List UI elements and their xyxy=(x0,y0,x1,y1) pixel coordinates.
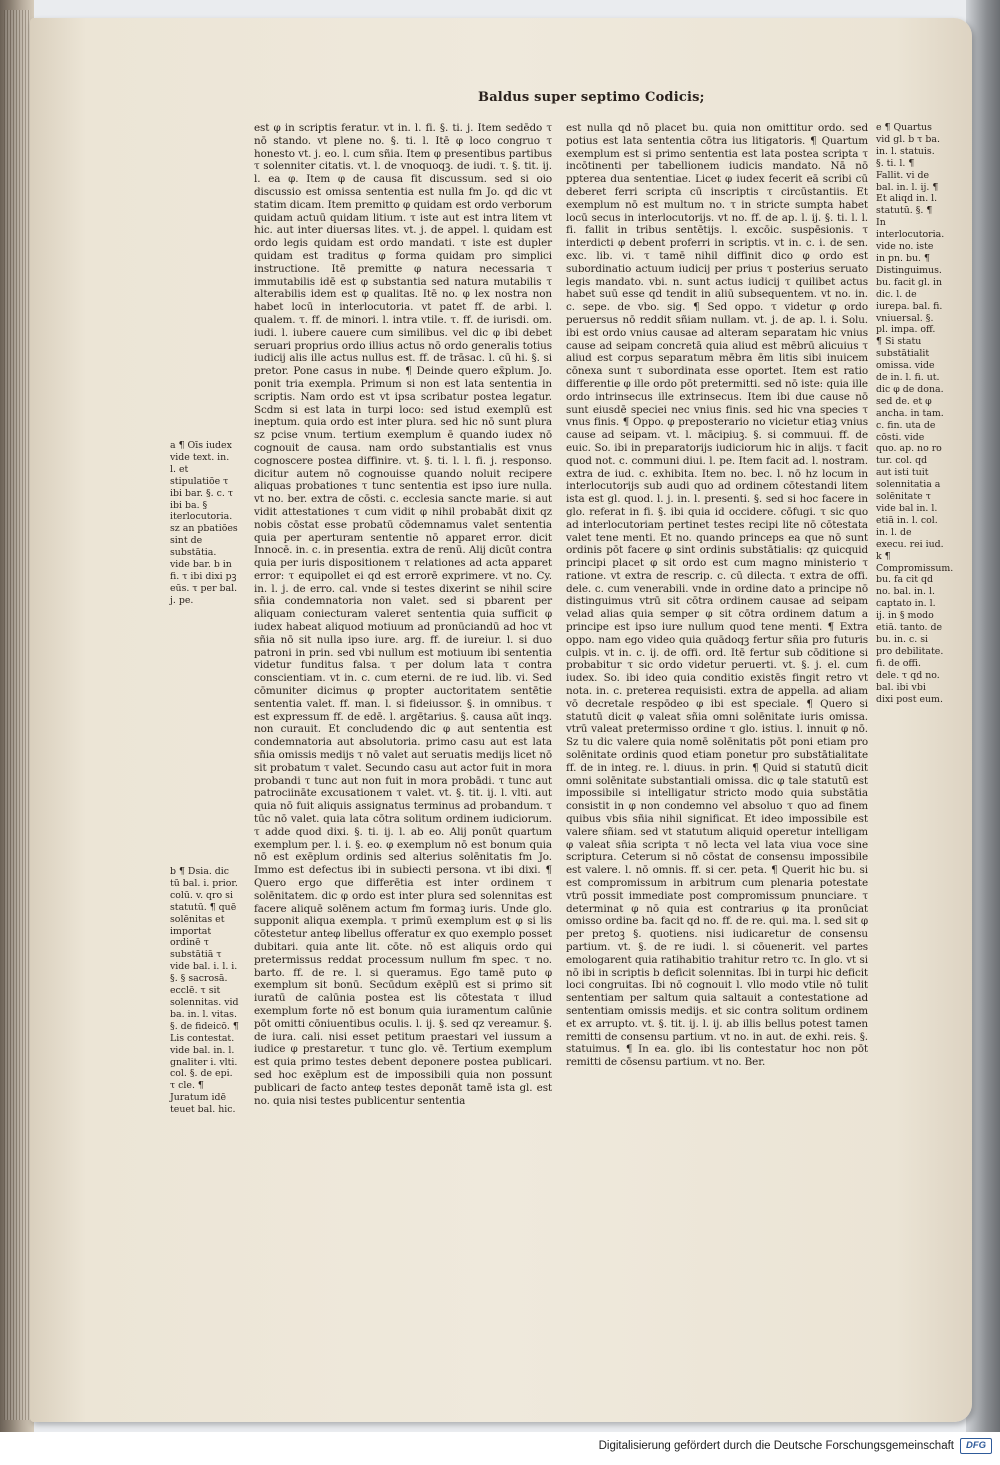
marginal-gloss-left-upper: a ¶ Oīs iudex vide text. in. l. et stipulatiōe τ ibi bar. §. c. τ ibi ba. § iterlocutoria. sz an pbatiōes sint de substātia. vide bar. b in fi. τ ibi dixi pꝫ eūs. τ per bal. j. pe. xyxy=(170,440,238,606)
page-edge-stripes xyxy=(4,10,30,1420)
text-column-left: est φ in scriptis feratur. vt in. l. fi. §. ti. j. Item sedēdo τ nō stando. vt plene no. §. ti. l. Itē φ loco congruo τ honesto vt. j. eo. l. cum sñia. Item φ presentibus partibus τ solenniter citatis. vt. l. de vnoquoqꝫ. de iudi. τ. §. tit. ij. l. ea φ. Item φ de causa fit discussum. sed si oio discussio est omissa sententia est nulla fm Jo. qd dic vt statim dicam. Item premitto φ quidam est ordo verborum quidam actuū quidam litium. τ iste aut est intra litem vt hic. aut inter diuersas lites. vt. j. de appel. l. quidam est ordo legis quidam est ordo mandati. τ iste est dupler quidam est traditus φ forma quidam pro simplici instructione. Itē premitte φ natura necessaria τ immutabilis idē est φ substantia sed natura mutabilis τ alterabilis idem est φ qualitas. Itē no. φ lex nostra non habet locū in interlocutoria. vt patet ff. de arbi. l. qualem. τ. ff. de minori. l. intra vtile. τ. ff. de iurisdi. om. iudi. l. iubere cauere cum similibus. vel dic φ ibi debet seruari proprius ordo illius actus nō ordo generalis totius iudicij alis ille actus nullus est. ff. de trāsac. l. cū hi. §. si pretor. Pone casus in nube. ¶ Deinde quero ex̄plum. Jo. ponit tria exempla. Primum si non est lata sententia in scriptis. Nam ordo est vt ipsa scribatur postea legatur. Scdm si est lata in turpi loco: sed istud exemplū est ineptum. quia ordo est inter plura. sed hic nō sunt plura sz pcise vnum. tertium exemplum ē quando iudex nō cognouit de causa. nam ordo substantialis est vnus cognoscere postea diffinire. vt. §. ti. l. l. fi. j. responso. dicitur autem nō cognouisse quando noluit recipere aliquas probationes τ tunc sententia est ipso iure nulla. vt no. ber. extra de cōsti. c. ecclesia sancte marie. si aut vidit attestationes τ cum vidit φ nihil probabāt dixit qz nobis cōstat esse probatū cōdemnamus valet sententia quia per aperturam sententie nō apparet error. dicit Innocē. in. c. in presentia. extra de renū. Alij dicūt contra quia per iuris dispositionem τ relationes ad acta apparet error: τ equipollet ei qd est errorē exprimere. vt no. Cy. in. l. j. de erro. cal. vnde si testes dixerint se nihil scire sñia condemnatoria non valet. sed si pbarent per aliquam coniecturam valeret sententia quia sufficit φ iudex habeat aliquod motiuum ad pronūciandū ad hoc vt sñia nō sit nulla ipso iure. arg. ff. de iureiur. l. si duo patroni in prin. sed vbi nullum est motiuum ibi sententia videtur funditus falsa. τ per dolum lata τ contra conscientiam. vt in. c. cum eterni. de re iud. lib. vi. Sed cōmuniter dicimus φ propter auctoritatem sentētie sententia valet. ff. man. l. si fideiussor. §. in omnibus. τ est expressum ff. de edē. l. argētarius. §. causa aūt inqȝ. non curauit. Et concludendo dic φ aut sententia est condemnatoria aut absolutoria. primo casu aut est lata sñia omissis medijs τ nō valet aut seruatis medijs licet nō sit probatum τ valet. Secundo casu aut actor fuit in mora probandi τ tunc aut non fuit in mora probādi. τ tunc aut patrociināte excusationem τ valet. vt. §. tit. ij. l. vlti. aut quia nō fuit aliquis assignatus terminus ad probandum. τ tūc nō valet. quia lata cōtra solitum ordinem iudiciorum. τ adde quod dixi. §. ti. ij. l. ab eo. Alij ponūt quartum exemplum per. l. i. §. eo. φ exemplum nō est bonum quia nō est exēplum ordinis sed alterius solēnitatis fm Jo. Immo est defectus ibi in subiecti persona. vt ibi dixi. ¶ Quero ergo que differētia est inter ordinem τ solēnitatem. dic φ ordo est inter plura sed solennitas est facere aliquē solēnem actum fm formaꝫ iuris. Unde glo. supponit aliqua exempla. τ primū exemplum est φ si lis cōtestetur anteφ libellus offeratur ex quo exemplo posset dubitari. quia ante lit. cōte. nō est aliquis ordo qui pretermissus reddat processum nullum fm spec. τ no. barto. ff. de re. l. si queramus. Ego tamē puto φ exemplum sit bonū. Secūdum exēplū est si primo sit iuratū de calūnia postea est lis cōtestata τ illud exemplum forte nō est bonum quia iuramentum calūnie pōt omitti cōniuentibus oculis. l. ij. §. sed qz vereamur. §. de iura. cali. nisi esset petitum praestari vel iussum a iudice φ prestaretur. τ tunc glo. vē. Tertium exemplum est quia primo testes debent deponere postea publicari. sed hoc exēplum est de impossibili quia non possunt publicari de facto anteφ testes deponāt tamē ista gl. est no. quia nisi testes publicentur sententia xyxy=(254,122,552,1107)
book-page-edges xyxy=(0,0,34,1432)
running-head: Baldus super septimo Codicis; xyxy=(478,90,705,105)
dfg-logo: DFG xyxy=(960,1438,992,1454)
text-column-right: est nulla qd nō placet bu. quia non omittitur ordo. sed potius est lata sententia cōtra ius litigatoris. ¶ Quartum exemplum est si primo sententia est lata postea scripta τ incōtinenti per tabellionem iudicis mandato. Nā nō ppterea dua sententiae. Licet φ iudex fecerit eā scribi cū deberet ferri scripta cū inscriptis τ circūstantiis. Et exemplum nō est multum no. τ in stricte sumpta habet locū secus in interlocutorijs. vt no. ff. de ap. l. ij. §. ti. l. l. fi. fallit in tribus sentētijs. l. excōic. suspēsionis. τ interdicti φ debent proferri in scriptis. vt in. c. i. de sen. exc. lib. vi. τ tamē nihil diffinit dico φ ordo est subordinatio actuum iudicij per prius τ posterius seruato legis mandato. vbi. n. sunt actus iudicij τ quilibet actus habet suū esse qd tendit in aliū subsequentem. vt no. in. c. sepe. de vbo. sig. ¶ Sed oppo. τ videtur φ ordo peruersus nō reddit sñiam nullam. vt. j. de ap. l. i. Solu. ibi est ordo vnius causae ad alteram separatam hic vnius cause ad seipam concretā quia aliud est mēbrū alicuius τ aliud est corpus separatum mēbra ēm litis sibi inuicem cōnexa sunt τ subordinata esse oportet. Item est ratio differentie φ ille ordo pōt pretermitti. sed nō iste: quia ille ordo intrinsecus ille extrinsecus. Item ibi due cause nō sunt eiusdē speciei nec vnius finis. sed hic vna species τ vnus finis. ¶ Oppo. φ preposterario no vicietur etiaꝫ vnius cause ad seipam. vt. l. mācipiuꝫ. §. si commuui. ff. de euic. So. ibi in preparatorijs iudiciorum hic in alijs. τ facit quod not. c. communi diui. l. pe. Item facit ad. l. nostram. extra de iud. c. exhibita. Item no. bec. l. nō hz locum in interlocutorijs sub audi quo ad ordinem cōtestandi litem ista est gl. quod. l. j. in. l. presenti. §. sed si hoc facere in glo. referat in fi. §. ibi quia id occidere. cōfugi. τ sic quo ad interlocutoriam pertinet testes recipi lite nō cōtestata valet tene menti. Et no. quando princeps ea que nō sunt ordinis pōt facere φ sint ordinis substātialis: qz quicquid principi placet φ sit ordo est cum magno ministerio τ ratione. vt extra de rescrip. c. cū dilecta. τ extra de offi. dele. c. cum venerabili. vnde in ordine dato a principe nō distinguimus vtrū sit cōtra ordinem causae ad seipam velad alias quia semper φ sit cōtra ordinem datum a principe est ipso iure nullum quod tene menti. ¶ Extra oppo. nam ego video quia quādoqꝫ fertur sñia pro futuris culpis. vt in. c. ij. de offi. ord. Itē fertur sub cōditione si probabitur τ sic ordo videtur peruerti. vt. §. j. el. cum iudex. So. ibi ideo quia conditio existēs fingit retro vt nota. in. c. preterea requisisti. extra de appella. ad aliam vō decretale respōdeo φ ibi est speciale. ¶ Quero si statutū dicit φ valeat sñia omni solēnitate iuris omissa. vtrū valeat pretermisso ordine τ glo. istius. l. innuit φ nō. Sz tu dic valere quia nomē solēnitatis pōt poni etiam pro solēnitate ordinis quod etiam ponetur pro substātialitate ff. de in integ. re. l. diuus. in prin. ¶ Quid si statutū dicit omni solēnitate substantiali omissa. dic φ tale statutū est impossibile si intelligatur stricto modo quia substātia consistit in φ non condemno vel absoluo τ quo ad finem quibus vbis sñia nihil significat. Et ideo impossibile est valere sñiam. sed vt statutum aliquid operetur intelligam φ valeat sñia scripta τ nō lecta vel lata viua voce sine scriptura. Ceterum si nō cōstat de consensu impossibile est valere. l. nō omnis. ff. si cer. peta. ¶ Querit hic bu. si est compromissum in arbitrum cum plenaria potestate vtrū possit immediate post compromissum pnunciare. τ determinat φ nō quia est contrarius φ ita pronūciat omisso ordine ba. facit qd no. ff. de re. qui. ma. l. sed sit φ per pretoꝫ §. quotiens. nisi iudicaretur de consensu partium. vt. §. de re iudi. l. si cōuenerit. vel partes emologarent quia ratihabitio trahitur retro τc. In glo. vt si nō ibi in scriptis b deficit solennitas. Ibi in turpi hic deficit loci congruitas. Ibi nō cognouit l. vllo modo vtile nō tulit sententiam per saltum quia saltauit a contestatione ad sententiam omissis medijs. et sic contra solitum ordinem et ex arrupto. vt. §. tit. ij. l. ij. ab illis bellus potest tamen remitti de consensu partium. vt no. in aut. de exhi. reis. §. statuimus. ¶ In ea. glo. ibi lis contestatur hoc non pōt remitti de cōsensu partium. vt no. Ber. xyxy=(566,122,868,1069)
marginal-gloss-right: e ¶ Quartus vid gl. b τ ba. in. l. statuis. §. ti. l. ¶ Fallit. vi de bal. in. l. ij. ¶ Et aliqd in. l. statutū. §. ¶ In interlocutoria. vide no. iste in pn. bu. ¶ Distinguimus. bu. facit gl. in dic. l. de iurepa. bal. fi. vniuersal. §. pl. impa. off. ¶ Si statu substātialit omissa. vide de in. l. fi. ut. dic φ de dona. sed de. et φ ancha. in tam. c. fin. uta de cōsti. vide quo. ap. no ro tur. col. qd aut isti tuit solennitatia a solēnitate τ vide bal in. l. etiā in. l. col. in. l. de execu. rei iud. k ¶ Compromissum. bu. fa cit qd no. bal. in. l. captato in. l. ij. in § modo etiā. tanto. de bu. in. c. si pro debilitate. fi. de offi. dele. τ qd no. bal. ibi vbi dixi post eum. xyxy=(876,122,954,705)
funding-credit: Digitalisierung gefördert durch die Deutsche Forschungsgemeinschaft xyxy=(598,1440,954,1452)
marginal-gloss-left-lower: b ¶ Dsia. dic tū bal. i. prior. colū. v. qro si statutū. ¶ quē solēnitas et importat ordinē τ substātiā τ vide bal. i. l. i. §. § sacrosā. ecclē. τ sit solennitas. vid ba. in. l. vitas. §. de fideicō. ¶ Lis contestat. vide bal. in. l. gnaliter i. vlti. col. §. de epi. τ cle. ¶ Juratum idē teuet bal. hic. xyxy=(170,866,239,1116)
